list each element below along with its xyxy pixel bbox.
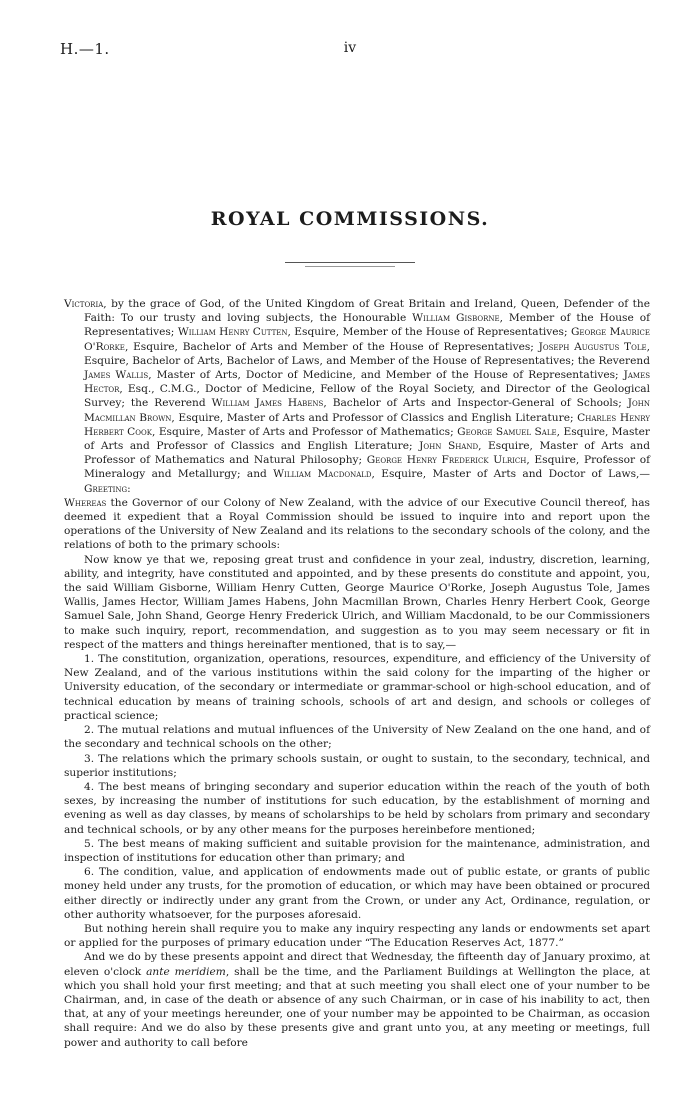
clause-5: 5. The best means of making sufficient and suitable provision for the maintenance, administration, and inspection of institutions for education other than primary; and — [64, 837, 650, 864]
page-title: ROYAL COMMISSIONS. — [210, 208, 490, 230]
clause-6: 6. The condition, value, and application of endowments made out of public estate, or grants of public money held under any trusts, for the promotion of education, or which may have been obtained or procured either directly or indirectly under any grant from the Crown, or under any Act, Ordinance, regulation, or other authority whatsoever, for the purposes aforesaid. — [64, 866, 650, 921]
clause-3: 3. The relations which the primary schools sustain, or ought to sustain, to the secondary, technical, and superior institutions; — [64, 752, 650, 779]
commissioner-name: Joseph Augustus Tole — [538, 340, 647, 353]
commissioner-name: William Henry Cutten — [177, 326, 288, 339]
clause-4: 4. The best means of bringing secondary and superior education within the reach of the youth of both sexes, by increasing the number of institutions for such education, by the establishment of morning and evening as well as day classes, by means of scholarships to be held by scholars from primary and secondary and technical schools, or by any other means for the purposes hereinbefore mentioned; — [64, 780, 650, 836]
commissioner-name: Charles Henry Herbert Cook — [84, 411, 650, 438]
commission-preamble: Victoria, by the grace of God, of the United Kingdom of Great Britain and Ireland, Queen, Defender of the Faith: To our trusty and loving subjects, the Honourable William Gisborne, Member of the House of Representatives; William Henry Cutten, Esquire, Member of the House of Representatives; George Maurice O'Rorke, Esquire, Bachelor of Arts and Member of the House of Representatives; Joseph Augustus Tole, Esquire, Bachelor of Arts, Bachelor of Laws, and Member of the House of Representatives; the Reverend James Wallis, Master of Arts, Doctor of Medicine, and Member of the House of Representatives; James Hector, Esq., C.M.G., Doctor of Medicine, Fellow of the Royal Society, and Director of the Geological Survey; the Reverend William James Habens, Bachelor of Arts and Inspector-General of Schools; John Macmillan Brown, Esquire, Master of Arts and Professor of Classics and English Literature; Charles Henry Herbert Cook, Esquire, Master of Arts and Professor of Mathematics; George Samuel Sale, Esquire, Master of Arts and Professor of Classics and English Literature; John Shand, Esquire, Master of Arts and Professor of Mathematics and Natural Philosophy; George Henry Frederick Ulrich, Esquire, Professor of Mineralogy and Metallurgy; and William Macdonald, Esquire, Master of Arts and Doctor of Laws,—Greeting: — [64, 298, 651, 495]
monarch-name: Victoria — [64, 298, 104, 310]
clause-2: 2. The mutual relations and mutual influences of the University of New Zealand on the one hand, and of the secondary and technical schools on the other; — [64, 724, 650, 751]
title-divider — [285, 262, 415, 263]
commissioner-name: George Maurice O'Rorke — [84, 326, 650, 353]
exclusion-paragraph: But nothing herein shall require you to make any inquiry respecting any lands or endowments set apart or applied for the purposes of primary education under “The Education Reserves Act, 1877.” — [64, 922, 650, 950]
ante-meridiem: ante meridiem — [146, 965, 226, 978]
meeting-paragraph: And we do by these presents appoint and direct that Wednesday, the fifteenth day of January proximo, at eleven o'clock ante meridiem, shall be the time, and the Parliament Buildings at Wellington the place, at which you shall hold your first meeting; and that at such meeting you shall elect one of your number to be Chairman, and, in case of the death or absence of any such Chairman, or in case of his inability to act, then that, at any of your meetings hereunder, one of your number may be appointed to be Chairman, as occasion shall require: And we do also by these presents give and grant unto you, at any meeting or meetings, full power and authority to call before — [64, 951, 650, 1049]
page-number: iv — [343, 40, 357, 56]
document-body — [64, 297, 650, 1050]
commissioner-name: James Hector — [84, 369, 650, 396]
commissioner-name: John Shand — [419, 440, 479, 453]
greeting: Greeting — [84, 482, 128, 495]
commissioner-name: William Gisborne — [412, 312, 500, 325]
appointment-paragraph: Now know ye that we, reposing great trust and confidence in your zeal, industry, discretion, learning, ability, and integrity, have constituted and appointed, and by these presents do constitute and appoint, you, the said William Gisborne, William Henry Cutten, George Maurice O'Rorke, Joseph Augustus Tole, James Wallis, James Hector, William James Habens, John Macmillan Brown, Charles Henry Herbert Cook, George Samuel Sale, John Shand, George Henry Frederick Ulrich, and William Macdonald, to be our Commissioners to make such inquiry, report, recommendation, and suggestion as to you may seem necessary or fit in respect of the matters and things hereinafter mentioned, that is to say,— — [64, 553, 650, 651]
whereas-word: Whereas — [64, 496, 107, 509]
commissioner-name: James Wallis — [84, 369, 149, 382]
title-divider-short — [305, 266, 395, 267]
whereas-paragraph: Whereas the Governor of our Colony of New Zealand, with the advice of our Executive Council thereof, has deemed it expedient that a Royal Commission should be issued to inquire into and report upon the operations of the University of New Zealand and its relations to the secondary schools of the colony, and the relations of both to the primary schools: — [64, 496, 650, 552]
commissioner-name: William Macdonald — [273, 468, 372, 481]
clause-1: 1. The constitution, organization, operations, resources, expenditure, and efficiency of the University of New Zealand, and of the various institutions within the said colony for the imparting of the higher or University education, of the secondary or intermediate or grammar-school or high-school education, and of technical education by means of training schools, schools of art and design, and schools or colleges of practical science; — [64, 653, 650, 722]
page-reference: H.—1. — [60, 40, 110, 58]
commissioner-name: John Macmillan Brown — [84, 397, 650, 424]
commissioner-name: George Samuel Sale — [457, 425, 557, 438]
commissioner-name: George Henry Frederick Ulrich — [366, 454, 527, 467]
commissioner-name: William James Habens — [211, 397, 324, 410]
